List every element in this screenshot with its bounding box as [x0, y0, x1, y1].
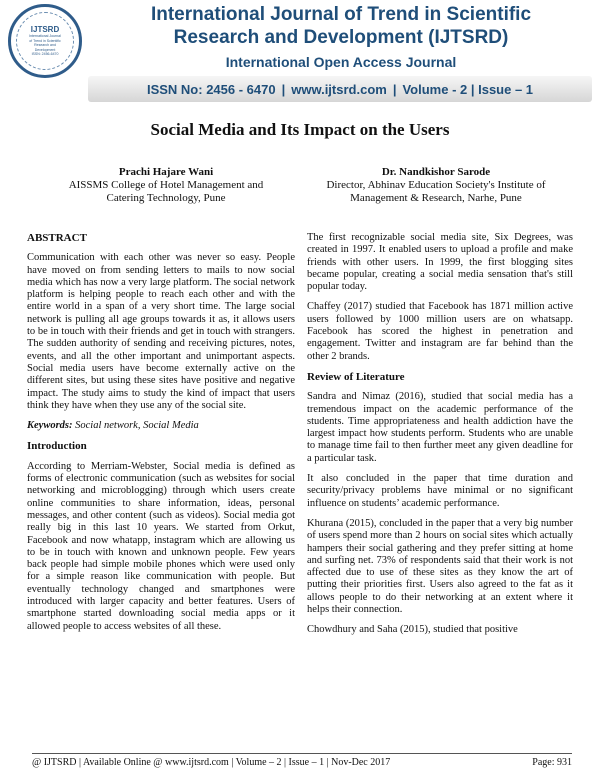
keywords-text: Social network, Social Media: [75, 420, 199, 432]
left-column: [27, 232, 295, 641]
paragraph: Chaffey (2017) studied that Facebook has 1871 million active users followed by 1000 million users are on whatsapp. Facebook has scored the highest in penetration and engagement. Twitter and instagram are far behind than the other 2 brands.: [307, 301, 573, 362]
journal-website-link[interactable]: www.ijtsrd.com: [291, 81, 387, 97]
paragraph: It also concluded in the paper that time duration and security/privacy problems have minimal or no significant influence on students’ academic performance.: [307, 473, 573, 509]
logo-line: Research and: [34, 43, 56, 48]
issn-number: ISSN No: 2456 - 6470: [146, 81, 276, 97]
author-block-2: [296, 166, 576, 205]
paper-title: Social Media and Its Impact on the Users: [150, 120, 450, 139]
logo-line: International Journal: [29, 34, 61, 39]
author-name: Dr. Nandkishor Sarode: [381, 166, 491, 178]
keywords: [27, 420, 295, 432]
journal-logo: [8, 4, 82, 78]
logo-seal: [16, 12, 74, 70]
page-number: Page: 931: [532, 757, 572, 768]
introduction-heading: Introduction: [27, 440, 87, 453]
author-affiliation: AISSMS College of Hotel Management and: [68, 179, 264, 191]
logo-issn: ISSN: 2456-6470: [31, 52, 59, 57]
issn-bar: [88, 76, 592, 102]
abstract-text: Communication with each other was never so easy. People have moved on from sending letters to mails to now social media which has now a very large platform. The social network platform is helping people to reach each other and with the entire world in a span of a very short time. The large social network is pulling all age groups towards it as, it allows users to be in touch with their friends and get in touch with strangers. The sudden authority of sending and receiving pictures, notes, events, and all the other important and unimportant aspects. Social media users have become externally active on the different sites, but using these sites have positive and negative impact. The study aims to study the kind of impact that users think they have when they use any of the social site.: [27, 252, 295, 411]
logo-line: Development: [34, 47, 56, 52]
journal-title-line2: Research and Development (IJTSRD): [173, 27, 509, 48]
author-affiliation: Management & Research, Narhe, Pune: [350, 192, 522, 204]
introduction-text: According to Merriam-Webster, Social media is defined as forms of electronic communication (such as websites for social networking and microblogging) through which users create online communities to share information, ideas, personal messages, and other content (such as videos). Social media got really big in this last 10 years. We started from Orkut, Facebook and now whatapp, instagram which are allowing us to be in touch with known and unknown people. Few years back people had simple mobile phones which were used only for a simple reason like communication with people. But eventually technology changed and smartphones were introduced with larger capacity and better features. Users of smartphone started downloading social media apps or it allowed people to access websites of all these.: [27, 460, 295, 632]
author-affiliation: Catering Technology, Pune: [106, 192, 226, 204]
right-column: [307, 232, 573, 645]
keywords-label: Keywords:: [27, 420, 73, 432]
abstract-heading: ABSTRACT: [27, 232, 87, 244]
separator: |: [392, 81, 397, 97]
paragraph: Khurana (2015), concluded in the paper that a very big number of users spend more than 2 hours on social sites which actually hampers their social gathering and they prefer sitting at home and surfing net. 73% of respondents said that their work is not affected due to use of these sites as they know the art of putting their priorities first. Users also agreed to the fat as it allows people to do their networking at an extent where it helps their connection.: [307, 517, 573, 616]
logo-line: of Trend in Scientific: [29, 38, 61, 43]
journal-subtitle: International Open Access Journal: [225, 54, 457, 70]
journal-title-line1: International Journal of Trend in Scientific: [150, 4, 532, 25]
paragraph: Chowdhury and Saha (2015), studied that positive: [307, 624, 518, 636]
author-block-1: [26, 166, 306, 205]
author-affiliation: Director, Abhinav Education Society's Institute of: [326, 179, 546, 191]
review-heading: Review of Literature: [307, 370, 405, 383]
separator: |: [281, 81, 286, 97]
author-name: Prachi Hajare Wani: [118, 166, 214, 178]
page-footer: [32, 753, 572, 768]
volume-issue: Volume - 2 | Issue – 1: [402, 81, 534, 97]
paragraph: The first recognizable social media site, Six Degrees, was created in 1997. It enabled users to upload a profile and make friends with other users. In 1999, the first blogging sites became popular, creating a social media sensation that's still popular today.: [307, 232, 573, 293]
logo-acronym: IJTSRD: [30, 25, 60, 35]
footer-info: @ IJTSRD | Available Online @ www.ijtsrd.com | Volume – 2 | Issue – 1 | Nov-Dec 2017: [32, 757, 391, 768]
journal-header: [0, 0, 600, 105]
paragraph: Sandra and Nimaz (2016), studied that social media has a tremendous impact on the academic performance of the students. Time appropriateness and health addiction have the largest impact how students perform. Students who are unable to manage time fail to then further meet any given deadline for a particular task.: [307, 391, 573, 464]
